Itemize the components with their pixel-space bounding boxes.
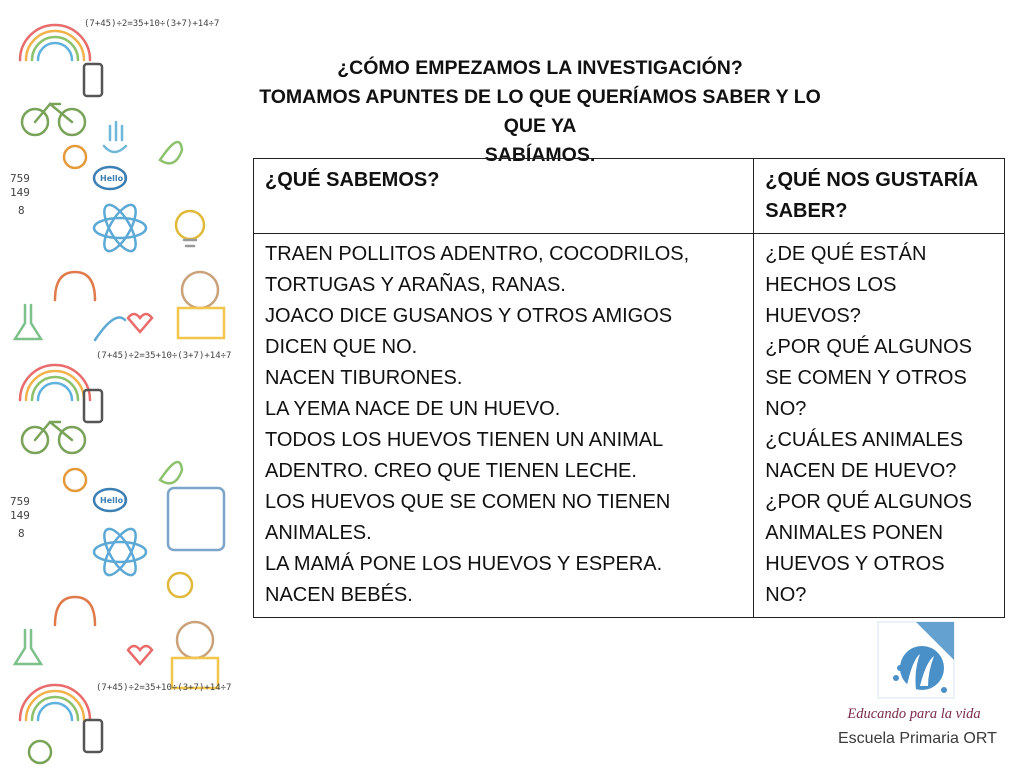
wonder-line: ¿POR QUÉ ALGUNOS bbox=[765, 336, 972, 358]
doodle-border bbox=[0, 0, 240, 768]
known-line: NACEN TIBURONES. bbox=[265, 367, 463, 389]
wonder-line: NO? bbox=[765, 584, 807, 606]
title-line: ¿CÓMO EMPEZAMOS LA INVESTIGACIÓN? bbox=[337, 57, 743, 79]
table-row bbox=[254, 234, 1005, 618]
sum-result: 8 bbox=[18, 204, 25, 217]
sum-result-2: 8 bbox=[18, 527, 25, 540]
wonder-line: ANIMALES PONEN bbox=[765, 522, 944, 544]
logo-motto: Educando para la vida bbox=[847, 706, 981, 722]
known-line: LOS HUEVOS QUE SE COMEN NO TIENEN bbox=[265, 491, 671, 513]
cell-known bbox=[254, 234, 754, 618]
page-title bbox=[240, 54, 840, 170]
wonder-line: ¿POR QUÉ ALGUNOS bbox=[765, 491, 972, 513]
logo-school-name: Escuela Primaria ORT bbox=[838, 730, 997, 747]
column-header-known: ¿QUÉ SABEMOS? bbox=[254, 159, 754, 234]
known-line: LA MAMÁ PONE LOS HUEVOS Y ESPERA. bbox=[265, 553, 663, 575]
wonder-line: HECHOS LOS bbox=[765, 274, 897, 296]
sum-bottom-2: 149 bbox=[10, 509, 30, 522]
hello-bubble-1: Hello! bbox=[100, 174, 127, 183]
math-doodle-3: (7+45)÷2=35+10÷(3+7)+14÷7 bbox=[96, 683, 232, 693]
known-line: DICEN QUE NO. bbox=[265, 336, 418, 358]
known-line: TRAEN POLLITOS ADENTRO, COCODRILOS, bbox=[265, 243, 690, 265]
sum-bottom: 149 bbox=[10, 186, 30, 199]
known-line: JOACO DICE GUSANOS Y OTROS AMIGOS bbox=[265, 305, 673, 327]
known-line: TORTUGAS Y ARAÑAS, RANAS. bbox=[265, 274, 566, 296]
wonder-line: NO? bbox=[765, 398, 807, 420]
wonder-line: NACEN DE HUEVO? bbox=[765, 460, 957, 482]
column-header-wonder: ¿QUÉ NOS GUSTARÍA SABER? bbox=[754, 159, 1005, 234]
hello-bubble-2: Hello! bbox=[100, 496, 127, 505]
wonder-line: SE COMEN Y OTROS bbox=[765, 367, 967, 389]
known-line: NACEN BEBÉS. bbox=[265, 584, 413, 606]
math-doodle-2: (7+45)÷2=35+10÷(3+7)+14÷7 bbox=[96, 351, 232, 361]
cell-wonder bbox=[754, 234, 1005, 618]
sum-top-2: 759 bbox=[10, 495, 30, 508]
known-line: LA YEMA NACE DE UN HUEVO. bbox=[265, 398, 561, 420]
title-line: TOMAMOS APUNTES DE LO QUE QUERÍAMOS SABER Y LO QUE YA bbox=[259, 86, 821, 137]
wonder-line: HUEVOS Y OTROS bbox=[765, 553, 945, 575]
wonder-line: ¿CUÁLES ANIMALES bbox=[765, 429, 964, 451]
wonder-line: ¿DE QUÉ ESTÁN bbox=[765, 243, 927, 265]
known-line: TODOS LOS HUEVOS TIENEN UN ANIMAL bbox=[265, 429, 664, 451]
wonder-line: HUEVOS? bbox=[765, 305, 861, 327]
known-line: ADENTRO. CREO QUE TIENEN LECHE. bbox=[265, 460, 637, 482]
math-doodle-1: (7+45)÷2=35+10÷(3+7)+14÷7 bbox=[84, 19, 220, 29]
logo-mark-icon bbox=[876, 620, 956, 700]
doodle-illustration bbox=[0, 0, 240, 768]
sum-top: 759 bbox=[10, 172, 30, 185]
kwl-table bbox=[253, 158, 1005, 618]
table-header-row bbox=[254, 159, 1005, 234]
known-line: ANIMALES. bbox=[265, 522, 372, 544]
title-line: SABÍAMOS. bbox=[484, 144, 596, 166]
school-logo bbox=[834, 620, 997, 760]
